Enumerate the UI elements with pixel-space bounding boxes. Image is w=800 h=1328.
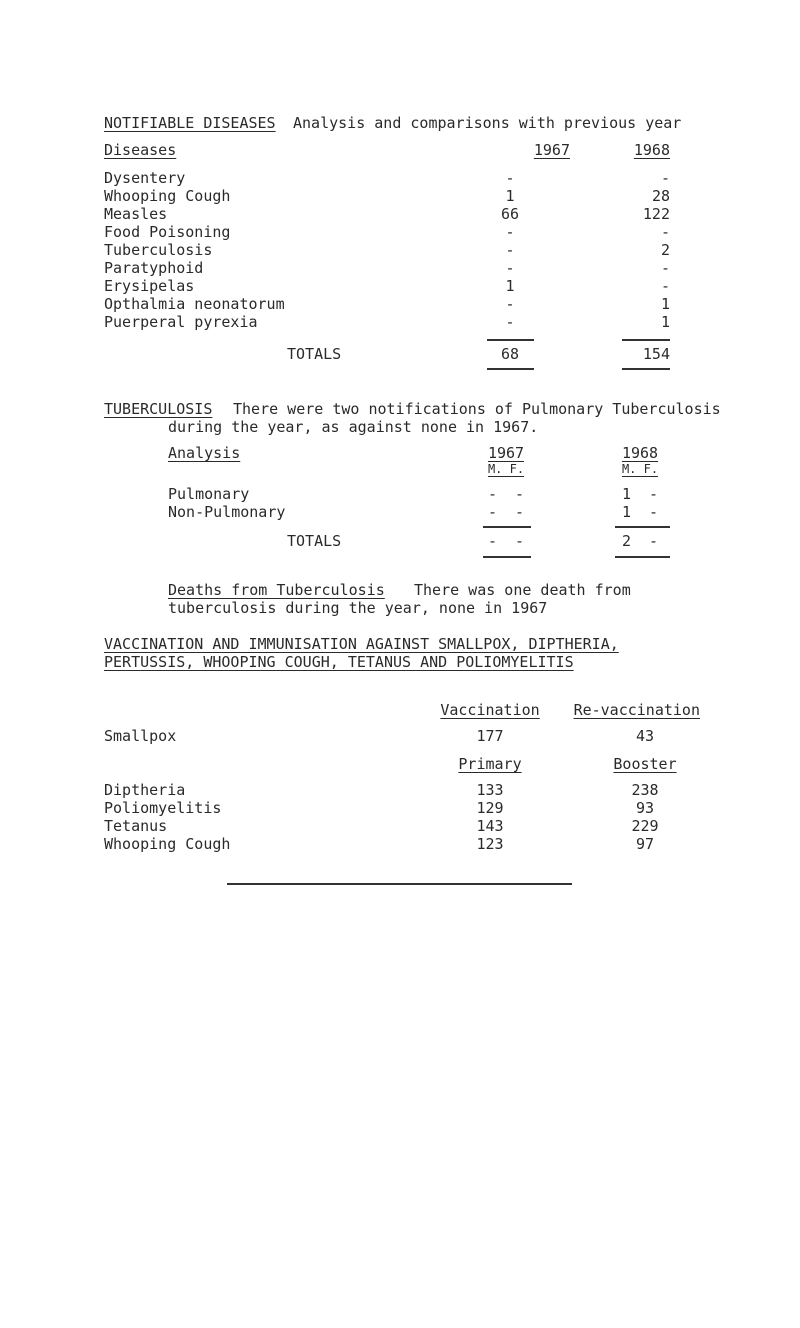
disease-1968: - (660, 259, 670, 277)
totals-rule (622, 368, 670, 370)
notifiable-subheading: Analysis and comparisons with previous year (293, 114, 682, 132)
disease-name: Food Poisoning (104, 223, 231, 241)
tb-totals-rule (483, 556, 531, 558)
tb-deaths-heading: Deaths from Tuberculosis (168, 581, 385, 599)
tb-analysis-label: Analysis (168, 444, 241, 462)
booster-column-header: Booster (613, 755, 677, 773)
tb-row-1968: 1 - (621, 503, 659, 521)
tb-deaths-line1: There was one death from (414, 581, 631, 599)
tb-row-1967: - - (487, 485, 525, 503)
immunisation-name: Poliomyelitis (104, 799, 222, 817)
notifiable-heading: NOTIFIABLE DISEASES (104, 114, 276, 132)
totals-rule (487, 368, 534, 370)
immunisation-name: Tetanus (104, 817, 168, 835)
disease-name: Opthalmia neonatorum (104, 295, 285, 313)
tb-total-1967: - - (487, 532, 525, 550)
tb-total-1968: 2 - (621, 532, 659, 550)
disease-name: Measles (104, 205, 168, 223)
immunisation-booster: 97 (635, 835, 655, 853)
disease-1968: 1 (660, 295, 670, 313)
tb-row-1967: - - (487, 503, 525, 521)
tb-heading: TUBERCULOSIS (104, 400, 213, 418)
year-1967-header: 1967 (533, 141, 570, 159)
disease-name: Puerperal pyrexia (104, 313, 258, 331)
immunisation-booster: 229 (631, 817, 659, 835)
disease-1967: - (505, 313, 515, 331)
tb-row-name: Non-Pulmonary (168, 503, 286, 521)
immunisation-booster: 93 (635, 799, 655, 817)
disease-1967: 66 (500, 205, 520, 223)
tb-deaths-line2: tuberculosis during the year, none in 1967 (168, 599, 548, 617)
disease-1967: - (505, 223, 515, 241)
disease-1967: - (505, 259, 515, 277)
tb-text-line2: during the year, as against none in 1967. (168, 418, 539, 436)
disease-1968: 122 (642, 205, 670, 223)
disease-name: Dysentery (104, 169, 186, 187)
diseases-column-header: Diseases (104, 141, 177, 159)
immunisation-primary: 123 (476, 835, 504, 853)
immunisation-primary: 143 (476, 817, 504, 835)
disease-name: Paratyphoid (104, 259, 204, 277)
immunisation-name: Diptheria (104, 781, 186, 799)
smallpox-revaccination: 43 (635, 727, 655, 745)
disease-1967: 1 (505, 277, 515, 295)
vaccination-column-header: Vaccination (440, 701, 540, 719)
immunisation-primary: 133 (476, 781, 504, 799)
disease-name: Erysipelas (104, 277, 195, 295)
tb-year-1968: 1968 (621, 444, 659, 462)
disease-name: Whooping Cough (104, 187, 231, 205)
smallpox-vaccination: 177 (476, 727, 504, 745)
disease-1967: 1 (505, 187, 515, 205)
disease-1968: 1 (660, 313, 670, 331)
tb-sex-columns-1968: M. F. (621, 462, 659, 476)
vaccination-heading-line1: VACCINATION AND IMMUNISATION AGAINST SMALLPOX, DIPTHERIA, (104, 635, 619, 653)
immunisation-primary: 129 (476, 799, 504, 817)
totals-rule (487, 339, 534, 341)
disease-1967: - (505, 241, 515, 259)
disease-1968: - (660, 169, 670, 187)
closing-rule (227, 883, 572, 885)
disease-1968: - (660, 277, 670, 295)
total-1968: 154 (642, 345, 670, 363)
tb-row-name: Pulmonary (168, 485, 250, 503)
year-1968-header: 1968 (633, 141, 670, 159)
primary-column-header: Primary (458, 755, 522, 773)
tb-totals-rule (615, 526, 670, 528)
tb-row-1968: 1 - (621, 485, 659, 503)
immunisation-name: Whooping Cough (104, 835, 231, 853)
smallpox-label: Smallpox (104, 727, 177, 745)
immunisation-booster: 238 (631, 781, 659, 799)
notifiable-totals-label: TOTALS (287, 345, 342, 363)
tb-sex-columns-1967: M. F. (487, 462, 525, 476)
totals-rule (622, 339, 670, 341)
vaccination-heading-line2: PERTUSSIS, WHOOPING COUGH, TETANUS AND POLIOMYELITIS (104, 653, 574, 671)
disease-1968: 2 (660, 241, 670, 259)
tb-totals-label: TOTALS (287, 532, 342, 550)
disease-name: Tuberculosis (104, 241, 213, 259)
disease-1967: - (505, 295, 515, 313)
tb-text-line1: There were two notifications of Pulmonary Tuberculosis (233, 400, 721, 418)
total-1967: 68 (500, 345, 520, 363)
disease-1968: - (660, 223, 670, 241)
disease-1967: - (505, 169, 515, 187)
revaccination-column-header: Re-vaccination (573, 701, 700, 719)
tb-totals-rule (615, 556, 670, 558)
tb-year-1967: 1967 (487, 444, 525, 462)
disease-1968: 28 (651, 187, 670, 205)
tb-totals-rule (483, 526, 531, 528)
